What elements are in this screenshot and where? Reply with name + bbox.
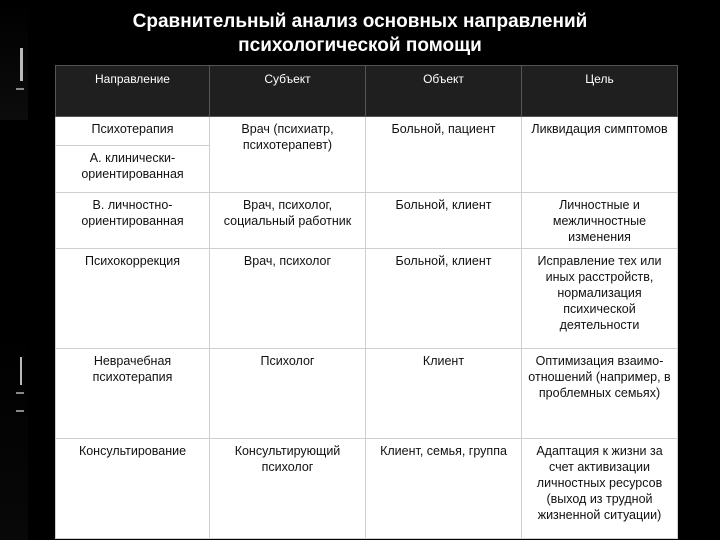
cell-direction-main: Психотерапия <box>91 122 174 136</box>
cell-goal: Адаптация к жизни за счет активизации личностных ресурсов (выход из трудной жизненной ситуации) <box>522 439 678 539</box>
cell-direction <box>56 117 210 193</box>
cell-goal: Оптимизация взаимо-отношений (например, в проблемных семьях) <box>522 349 678 439</box>
decor-line <box>20 357 22 385</box>
cell-direction: Консультирование <box>56 439 210 539</box>
cell-direction-sub: А. клинически-ориентированная <box>56 145 209 186</box>
cell-object: Больной, клиент <box>366 193 522 249</box>
cell-object: Больной, пациент <box>366 117 522 193</box>
comparison-table <box>55 65 678 539</box>
table-header-row <box>56 66 678 117</box>
table-row <box>56 439 678 539</box>
cell-goal: Личностные и межличностные изменения <box>522 193 678 249</box>
cell-object: Больной, клиент <box>366 249 522 349</box>
left-bar-bottom <box>0 330 28 540</box>
table-row <box>56 117 678 193</box>
decor-line <box>20 48 23 81</box>
cell-direction: В. личностно-ориентированная <box>56 193 210 249</box>
cell-subject: Врач (психиатр, психотерапевт) <box>210 117 366 193</box>
cell-goal: Исправление тех или иных расстройств, нормализация психической деятельности <box>522 249 678 349</box>
cell-direction: Неврачебная психотерапия <box>56 349 210 439</box>
left-bar-middle <box>0 120 28 330</box>
cell-object: Клиент, семья, группа <box>366 439 522 539</box>
header-goal: Цель <box>522 66 678 117</box>
header-subject: Субъект <box>210 66 366 117</box>
cell-subject: Психолог <box>210 349 366 439</box>
cell-goal: Ликвидация симптомов <box>522 117 678 193</box>
table-row <box>56 249 678 349</box>
cell-subject: Врач, психолог, социальный работник <box>210 193 366 249</box>
table-row <box>56 193 678 249</box>
decor-tick <box>16 410 24 412</box>
slide-title: Сравнительный анализ основных направлений психологической помощи <box>132 11 588 56</box>
cell-direction: Психокоррекция <box>56 249 210 349</box>
decor-tick <box>16 392 24 394</box>
cell-subject: Врач, психолог <box>210 249 366 349</box>
header-object: Объект <box>366 66 522 117</box>
cell-subject: Консультирующий психолог <box>210 439 366 539</box>
left-bar-top <box>0 0 28 120</box>
table-row <box>56 349 678 439</box>
cell-object: Клиент <box>366 349 522 439</box>
header-direction: Направление <box>56 66 210 117</box>
decor-tick <box>16 88 24 90</box>
